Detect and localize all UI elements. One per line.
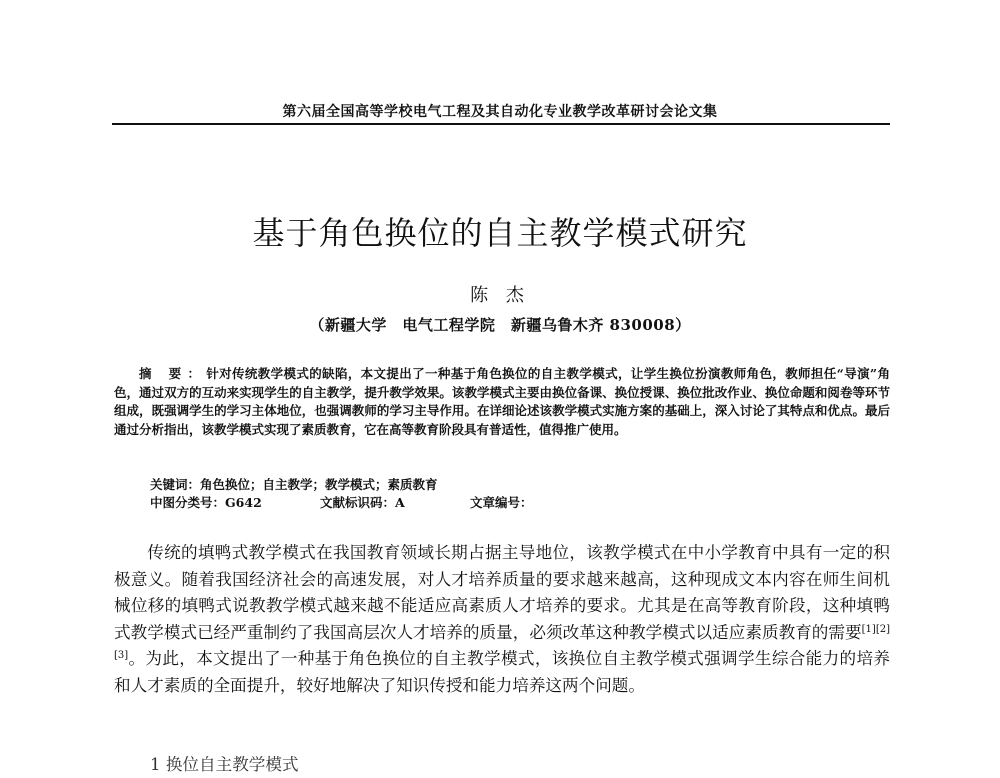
keywords-label: 关键词： [150, 477, 201, 492]
clc-number: 中图分类号：G642 [150, 495, 262, 510]
document-code: 文献标识码：A [320, 495, 405, 510]
section-heading-partial: 1 换位自主教学模式 [150, 755, 299, 774]
article-number: 文章编号： [470, 495, 533, 510]
paper-title: 基于角色换位的自主教学模式研究 [252, 214, 748, 252]
abstract [114, 365, 890, 439]
abstract-label: 摘 要： [139, 366, 207, 381]
body-paragraph-part1: 传统的填鸭式教学模式在我国教育领域长期占据主导地位，该教学模式在中小学教育中具有一定的积极意义。随着我国经济社会的高速发展，对人才培养质量的要求越来越高，这种现成文本内容在师生间机械位移的填鸭式说教教学模式越来越不能适应高素质人才培养的要求。尤其是在高等教育阶段，这种填鸭式教学模式已经严重制约了我国高层次人才培养的质量，必须改革这种教学模式以适应素质教育的需要 [114, 543, 890, 642]
running-header: 第六届全国高等学校电气工程及其自动化专业教学改革研讨会论文集 [282, 104, 718, 120]
body-paragraph [114, 540, 890, 699]
citation-reference: [1][2][3] [114, 623, 890, 661]
abstract-text: 针对传统教学模式的缺陷，本文提出了一种基于角色换位的自主教学模式，让学生换位扮演教师角色，教师担任“导演”角色，通过双方的互动来实现学生的自主教学，提升教学效果。该教学模式主要由换位备课、换位授课、换位批改作业、换位命题和阅卷等环节组成，既强调学生的学习主体地位，也强调教师的学习主导作用。在详细论述该教学模式实施方案的基础上，深入讨论了其特点和优点。最后通过分析指出，该教学模式实现了素质教育，它在高等教育阶段具有普适性，值得推广使用。 [114, 366, 890, 437]
body-text [114, 540, 890, 699]
header-rule [112, 123, 890, 125]
keywords-text: 角色换位；自主教学；教学模式；素质教育 [200, 477, 438, 492]
keywords [150, 476, 438, 494]
classification-line [150, 494, 710, 512]
author-name: 陈 杰 [470, 285, 530, 306]
body-paragraph-part2: 。为此，本文提出了一种基于角色换位的自主教学模式，该换位自主教学模式强调学生综合能力的培养和人才素质的全面提升，较好地解决了知识传授和能力培养这两个问题。 [114, 649, 890, 695]
author-affiliation: （新疆大学 电气工程学院 新疆乌鲁木齐 830008） [309, 316, 691, 334]
